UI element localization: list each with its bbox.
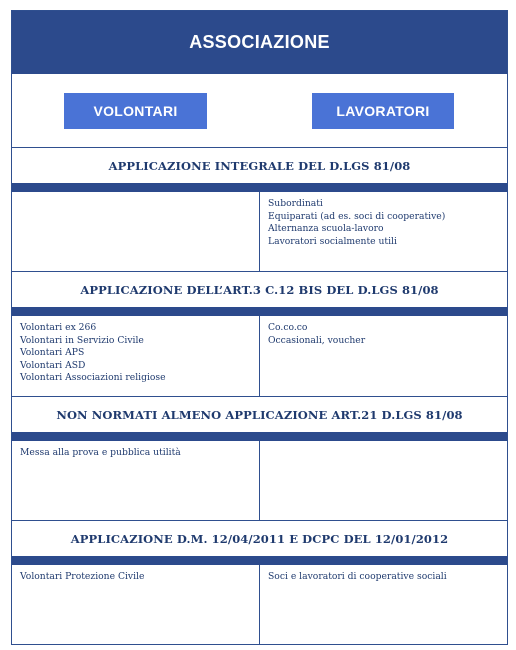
header-associazione xyxy=(12,11,507,74)
list-item: Soci e lavoratori di cooperative sociali xyxy=(268,571,447,582)
lavoratori-cell-integrale xyxy=(260,192,509,271)
section-title-text: NON NORMATI ALMENO APPLICAZIONE ART.21 D.LGS 81/08 xyxy=(56,407,463,422)
section-title-text: APPLICAZIONE INTEGRALE DEL D.LGS 81/08 xyxy=(108,158,411,173)
section-divider-bar xyxy=(12,183,507,192)
section-row-dm xyxy=(12,565,507,644)
list-item: Volontari ASD xyxy=(20,359,86,371)
list-item: Messa alla prova e pubblica utilità xyxy=(20,447,181,458)
list-item: Volontari in Servizio Civile xyxy=(20,334,144,346)
section-title-text: APPLICAZIONE DELL’ART.3 C.12 BIS DEL D.LGS 81/08 xyxy=(80,282,439,297)
section-row-art3 xyxy=(12,316,507,397)
list-item: Lavoratori socialmente utili xyxy=(268,235,397,247)
list-item: Equiparati (ad es. soci di cooperative) xyxy=(268,210,446,222)
lavoratori-cell-dm xyxy=(260,565,509,644)
section-title-integrale xyxy=(12,148,507,183)
lavoratori-button[interactable]: LAVORATORI xyxy=(312,93,454,129)
volontari-cell-art3 xyxy=(12,316,260,396)
volontari-button[interactable]: VOLONTARI xyxy=(64,93,207,129)
section-title-text: APPLICAZIONE D.M. 12/04/2011 E DCPC DEL 12/01/2012 xyxy=(70,531,449,546)
section-divider-bar xyxy=(12,432,507,441)
category-row xyxy=(12,74,507,148)
list-item: Alternanza scuola-lavoro xyxy=(268,223,384,235)
list-item: Volontari APS xyxy=(20,347,85,359)
list-item: Volontari Associazioni religiose xyxy=(20,372,166,384)
section-row-art21 xyxy=(12,441,507,521)
section-title-dm xyxy=(12,521,507,556)
section-row-integrale xyxy=(12,192,507,272)
volontari-cell-art21 xyxy=(12,441,260,520)
list-item: Co.co.co xyxy=(268,322,308,333)
header-title: ASSOCIAZIONE xyxy=(189,32,330,52)
list-item: Volontari Protezione Civile xyxy=(20,571,145,582)
volontari-cell-integrale xyxy=(12,192,260,271)
association-diagram xyxy=(11,10,508,645)
list-item: Subordinati xyxy=(268,198,323,209)
lavoratori-cell-art3 xyxy=(260,316,509,396)
lavoratori-cell-art21 xyxy=(260,441,509,520)
volontari-cell-dm xyxy=(12,565,260,644)
section-title-art21 xyxy=(12,397,507,432)
section-divider-bar xyxy=(12,556,507,565)
section-title-art3 xyxy=(12,272,507,307)
list-item: Occasionali, voucher xyxy=(268,334,366,346)
section-divider-bar xyxy=(12,307,507,316)
list-item: Volontari ex 266 xyxy=(20,322,97,333)
